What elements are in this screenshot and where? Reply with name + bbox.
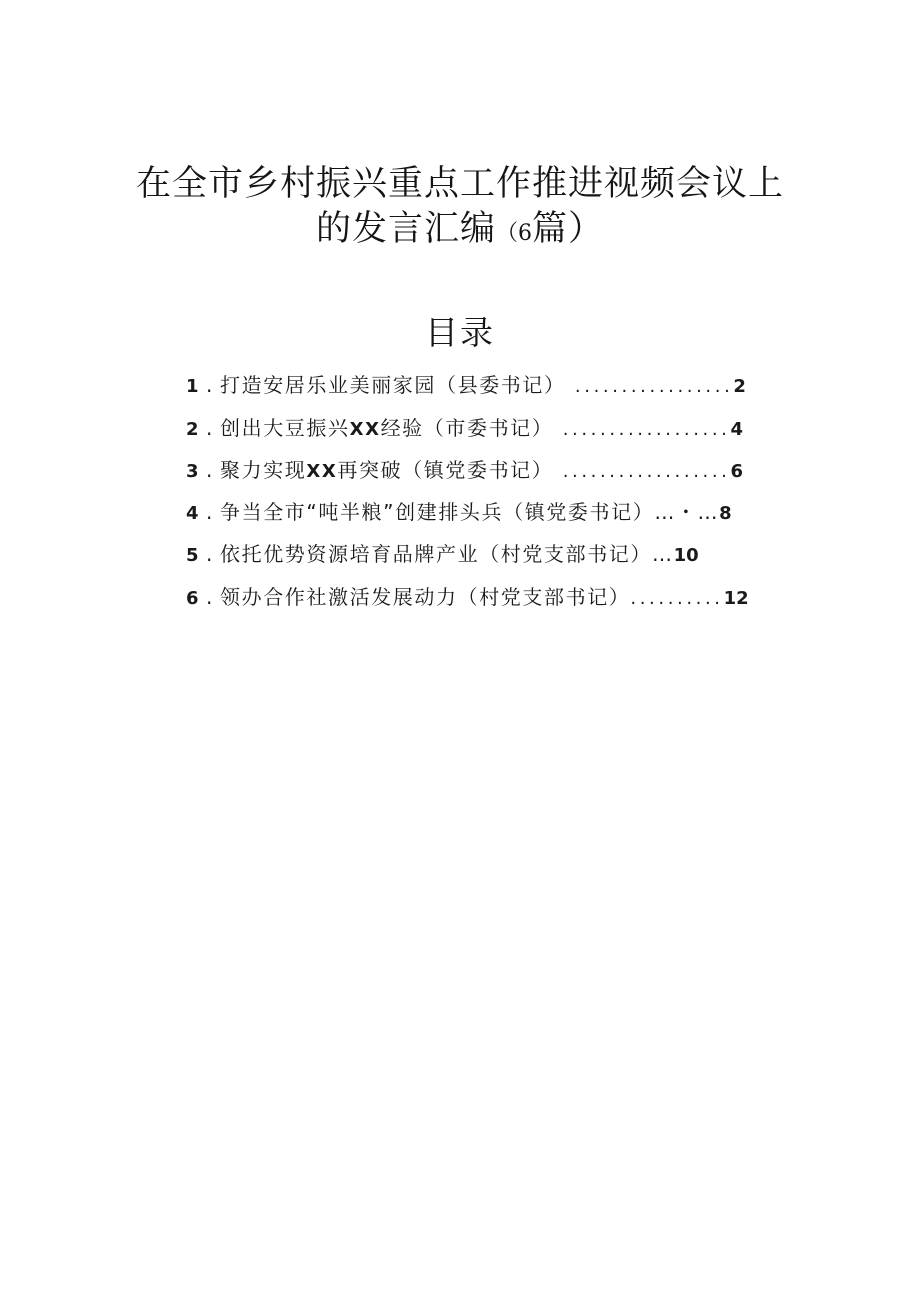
toc-entry-page: 8 [719,503,732,524]
toc-entry-title: 争当全市“吨半粮”创建排头兵（镇党委书记） [220,500,655,524]
toc-entry-leader: ................. [565,376,734,397]
toc-entry-number: 6 [186,588,201,609]
toc-entry[interactable] [186,453,743,487]
toc-entry-leader: … [652,542,674,566]
document-title-count: （6 [496,221,532,246]
toc-entry-number: 5 [186,545,201,566]
toc-entry-number: 3 [186,461,201,482]
toc-entry-page: 6 [730,461,744,482]
toc-entry-leader: …・… [654,500,720,524]
toc-entry[interactable] [186,495,732,529]
toc-entry-separator: . [206,542,214,566]
toc-entry-page: 4 [730,419,744,440]
toc-entry-title-bold: XX [306,461,338,482]
document-title-line1 [60,162,860,206]
toc-entry-number: 2 [186,419,201,440]
toc-entry-separator: . [206,416,214,440]
toc-entry-title: 打造安居乐业美丽家园（县委书记） [220,373,566,397]
toc-entry[interactable] [186,580,749,614]
toc-entry-page: 2 [733,376,746,397]
toc-entry-title-rest: 再突破（镇党委书记） [337,458,554,482]
toc-entry-separator: . [206,458,214,482]
toc-entry-separator: . [206,585,214,609]
toc-entry-title-rest: 经验（市委书记） [380,416,554,440]
document-title-text-2: 的发言汇编 [315,209,496,249]
document-title-text: 在全市乡村振兴重点工作推进视频会议上 [135,164,784,204]
toc-entry-leader: .......... [630,588,724,609]
document-title-line2 [60,207,860,256]
toc-entry-separator: . [206,500,214,524]
toc-entry[interactable] [186,537,699,571]
toc-entry-separator: . [206,373,214,397]
toc-entry-number: 4 [186,503,201,524]
toc-entry-leader: .................. [553,461,731,482]
toc-entry-title-bold: XX [349,419,381,440]
toc-entry[interactable] [186,368,746,402]
document-title-count-close: 篇） [532,209,605,249]
toc-entry[interactable] [186,411,743,445]
toc-entry-leader: .................. [553,419,731,440]
toc-entry-page: 12 [723,588,749,609]
toc-entry-title: 领办合作社激活发展动力（村党支部书记） [220,585,631,609]
toc-entry-number: 1 [186,376,201,397]
toc-entry-title: 依托优势资源培育品牌产业（村党支部书记） [220,542,652,566]
toc-entry-page: 10 [673,545,699,566]
toc-entry-title: 创出大豆振兴 [220,416,350,440]
toc-heading: 目录 [425,313,495,352]
toc-entry-title: 聚力实现 [220,458,307,482]
